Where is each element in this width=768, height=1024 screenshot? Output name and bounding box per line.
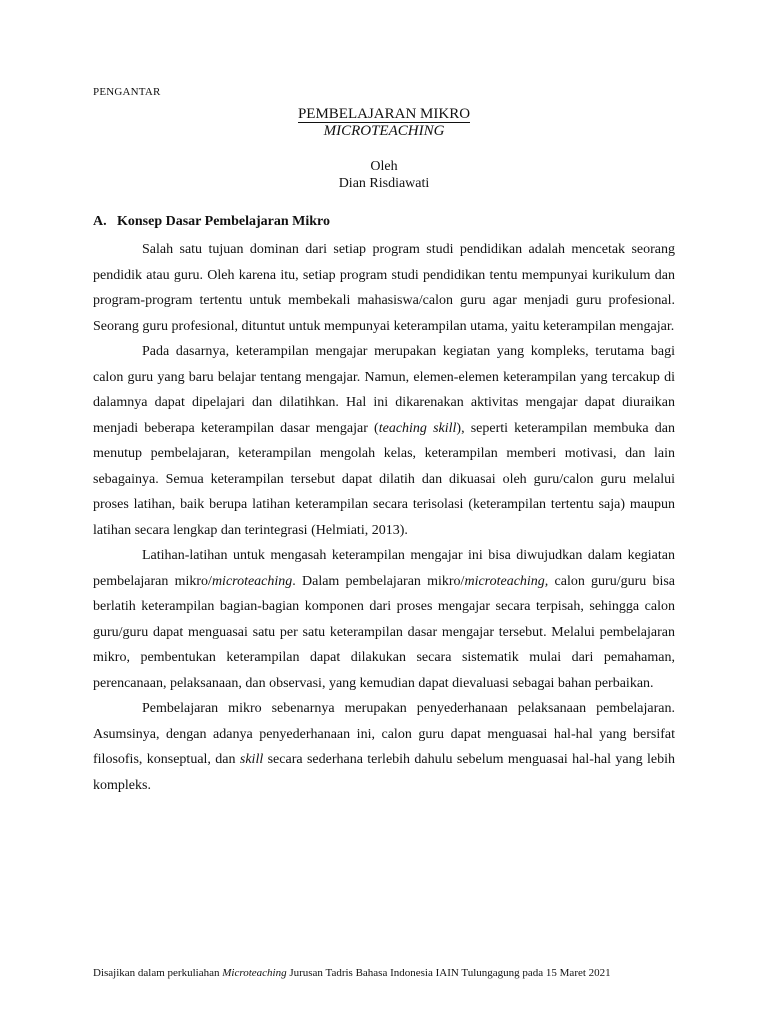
term-skill: skill xyxy=(239,752,264,767)
paragraph-3-text-b: . Dalam pembelajaran mikro/ xyxy=(292,573,465,589)
paragraph-4-text-b: secara sederhana terlebih dahulu sebelum menguasai hal-hal yang lebih kompleks. xyxy=(93,752,675,793)
paragraph-3 xyxy=(93,543,675,696)
footer-italic-term: Microteaching xyxy=(222,967,287,979)
section-heading xyxy=(93,213,330,230)
byline-label: Oleh xyxy=(370,159,398,174)
section-number: A. xyxy=(93,214,107,229)
paragraph-1-text: Salah satu tujuan dominan dari setiap program studi pendidikan adalah mencetak seorang pendidik atau guru. Oleh karena itu, setiap program studi pendidikan tentu mempunyai kurikulum dan program-program tertentu untuk membekali mahasiswa/calon guru agar menjadi guru profesional. Seorang guru profesional, dituntut untuk mempunyai keterampilan utama, yaitu keterampilan mengajar. xyxy=(93,242,675,334)
paragraph-3-text-a: Latihan-latihan untuk mengasah keterampilan mengajar ini bisa diwujudkan dalam kegiatan pembelajaran mikro/ xyxy=(93,548,675,589)
author-name: Dian Risdiawati xyxy=(338,176,430,191)
page-footer xyxy=(93,966,653,980)
footer-prefix: Disajikan dalam perkuliahan xyxy=(93,967,223,979)
paragraph-4-text-a: Pembelajaran mikro sebenarnya merupakan penyederhanaan pelaksanaan pembelajaran. Asumsinya, dengan adanya penyederhanaan ini, calon guru dapat menguasai hal-hal yang bersifat filosofis, konseptual, dan xyxy=(93,701,675,767)
paragraph-1 xyxy=(93,237,675,339)
paragraph-2-text-b: ), seperti keterampilan membuka dan menutup pembelajaran, keterampilan mengolah kelas, keterampilan memberi motivasi, dan lain sebagainya. Semua keterampilan tersebut dapat dilatih dan dikuasai oleh guru/calon guru melalui proses latihan, baik berupa latihan keterampilan secara terisolasi (keterampilan tertentu saja) maupun latihan secara lengkap dan terintegrasi (Helmiati, 2013). xyxy=(93,420,675,538)
document-title-text: PEMBELAJARAN MIKRO xyxy=(297,106,471,122)
paragraph-3-text-c: calon guru/guru bisa berlatih keterampilan bagian-bagian komponen dari proses mengajar secara terpisah, sehingga calon guru/guru dapat menguasai satu per satu keterampilan dasar mengajar tersebut. Melalui pembelajaran mikro, pembentukan keterampilan dapat dilakukan secara sistematik mulai dari pemahaman, perencanaan, pelaksanaan, dan observasi, yang kemudian dapat dievaluasi sebagai bahan perbaikan. xyxy=(93,573,675,691)
term-microteaching-2: microteaching, xyxy=(464,573,549,589)
document-header-label: PENGANTAR xyxy=(93,86,161,98)
document-title xyxy=(0,106,768,123)
term-teaching-skill: teaching skill xyxy=(378,420,457,436)
document-subtitle: MICROTEACHING xyxy=(323,123,445,139)
footer-suffix: Jurusan Tadris Bahasa Indonesia IAIN Tulungagung pada 15 Maret 2021 xyxy=(286,967,611,979)
body-text xyxy=(93,237,675,798)
section-title: Konsep Dasar Pembelajaran Mikro xyxy=(117,214,330,229)
paragraph-2 xyxy=(93,339,675,543)
paragraph-2-text-a: Pada dasarnya, keterampilan mengajar merupakan kegiatan yang kompleks, terutama bagi calon guru yang baru belajar tentang mengajar. Namun, elemen-elemen keterampilan yang tercakup di dalamnya dapat dipelajari dan dilatihkan. Hal ini dikarenakan aktivitas mengajar dapat diuraikan menjadi beberapa keterampilan dasar mengajar ( xyxy=(93,344,675,436)
term-microteaching: microteaching xyxy=(211,573,293,589)
paragraph-4 xyxy=(93,696,675,798)
